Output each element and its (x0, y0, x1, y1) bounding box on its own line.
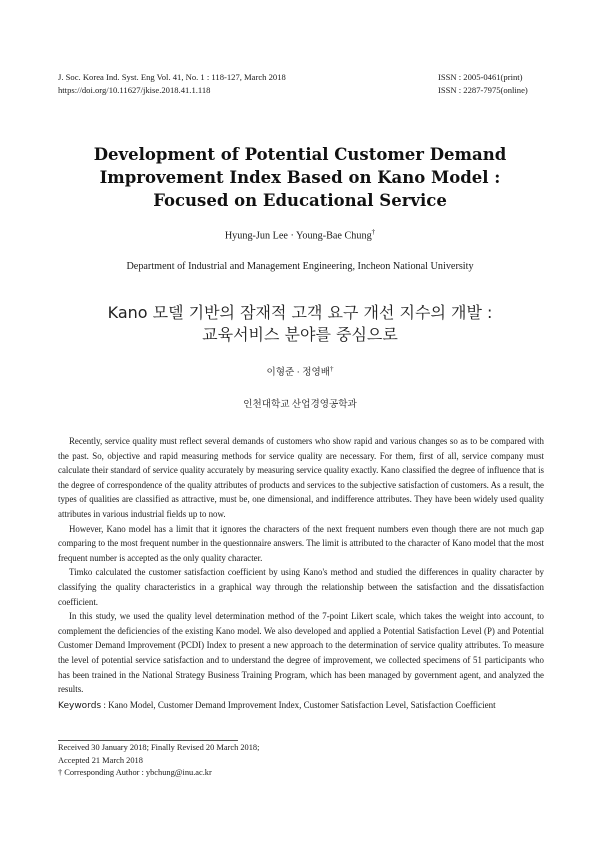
english-author-names: Hyung-Jun Lee · Young-Bae Chung (224, 230, 372, 242)
footnotes (58, 742, 259, 780)
english-title-line-2: Improvement Index Based on Kano Model : (99, 168, 501, 187)
english-title-line-1: Development of Potential Customer Demand (93, 145, 507, 164)
footnote-corresponding: † Corresponding Author : ybchung@inu.ac.kr (58, 768, 212, 778)
abstract-paragraph-3: Timko calculated the customer satisfaction coefficient by using Kano's method and studied the differences in quality character by classifying the quality characteristics in a graphical way through the relationship between the satisfaction and the dissatisfaction coefficient. (58, 567, 544, 607)
doi-link[interactable]: https://doi.org/10.11627/jkise.2018.41.1.118 (58, 85, 211, 95)
keywords-text: Kano Model, Customer Demand Improvement Index, Customer Satisfaction Level, Satisfaction Coefficient (108, 700, 496, 710)
abstract-paragraph-1: Recently, service quality must reflect several demands of customers who show rapid and various changes so as to be compared with the past. So, objective and rapid measuring methods for service quality are necessary. For them, first of all, service company must calculate their standard of service quality accurately by measuring service quality exactly. Kano classified the degree of influence that is the degree of correspondence of the quality attributes of products and services to the subjective satisfaction of customers. As a result, the types of qualities are classified as attractive, must be, one dimensional, and indifference attributes. They have been widely used quality attributes in various industrial fields up to now. (58, 436, 544, 519)
issn-online: ISSN : 2287-7975(online) (438, 85, 528, 95)
keywords-label: Keywords (58, 701, 102, 711)
korean-author-names: 이형준 · 정영배 (266, 367, 331, 378)
journal-header (58, 71, 286, 97)
korean-corresponding-mark: † (330, 364, 334, 373)
korean-title (0, 302, 600, 346)
abstract (58, 434, 544, 697)
abstract-paragraph-4: In this study, we used the quality level determination method of the 7-point Likert scale, which takes the weight into account, to complement the deficiencies of the existing Kano model. We also developed and applied a Potential Satisfaction Level (P) and Potential Customer Demand Improvement (PCDI) Index to present a new approach to the determination of service quality attributes. To measure the level of potential service satisfaction and to understand the degree of improvement, we collected specimens of 51 participants who has been trained in the National Strategy Business Training Program, which has been managed by government agent, and analyzed the results. (58, 611, 544, 695)
issn-print: ISSN : 2005-0461(print) (438, 72, 523, 82)
korean-affiliation: 인천대학교 산업경영공학과 (243, 399, 357, 410)
korean-title-line-2: 교육서비스 분야를 중심으로 (202, 325, 398, 344)
english-authors (0, 228, 600, 241)
keywords-separator: : (101, 700, 109, 710)
abstract-paragraph-2: However, Kano model has a limit that it ignores the characters of the next frequent numbers even though there are not much gap comparing to the most frequent number in the questionnaire answers. The limit is attributed to the character of Kano model that the most frequent number is accepted as the only quality character. (58, 523, 544, 563)
footnote-divider (58, 740, 238, 741)
keywords (58, 700, 544, 711)
footnote-accepted: Accepted 21 March 2018 (58, 755, 143, 765)
footnote-received: Received 30 January 2018; Finally Revised 20 March 2018; (58, 743, 260, 752)
corresponding-mark: † (371, 228, 376, 236)
english-title-line-3: Focused on Educational Service (153, 191, 447, 210)
english-title (0, 143, 600, 212)
korean-authors (0, 364, 600, 378)
issn-block (438, 71, 528, 97)
korean-title-line-1: Kano 모델 기반의 잠재적 고객 요구 개선 지수의 개발 : (107, 303, 493, 322)
english-affiliation: Department of Industrial and Management Engineering, Incheon National University (126, 261, 474, 272)
journal-citation: J. Soc. Korea Ind. Syst. Eng Vol. 41, No. 1 : 118-127, March 2018 (58, 72, 286, 82)
